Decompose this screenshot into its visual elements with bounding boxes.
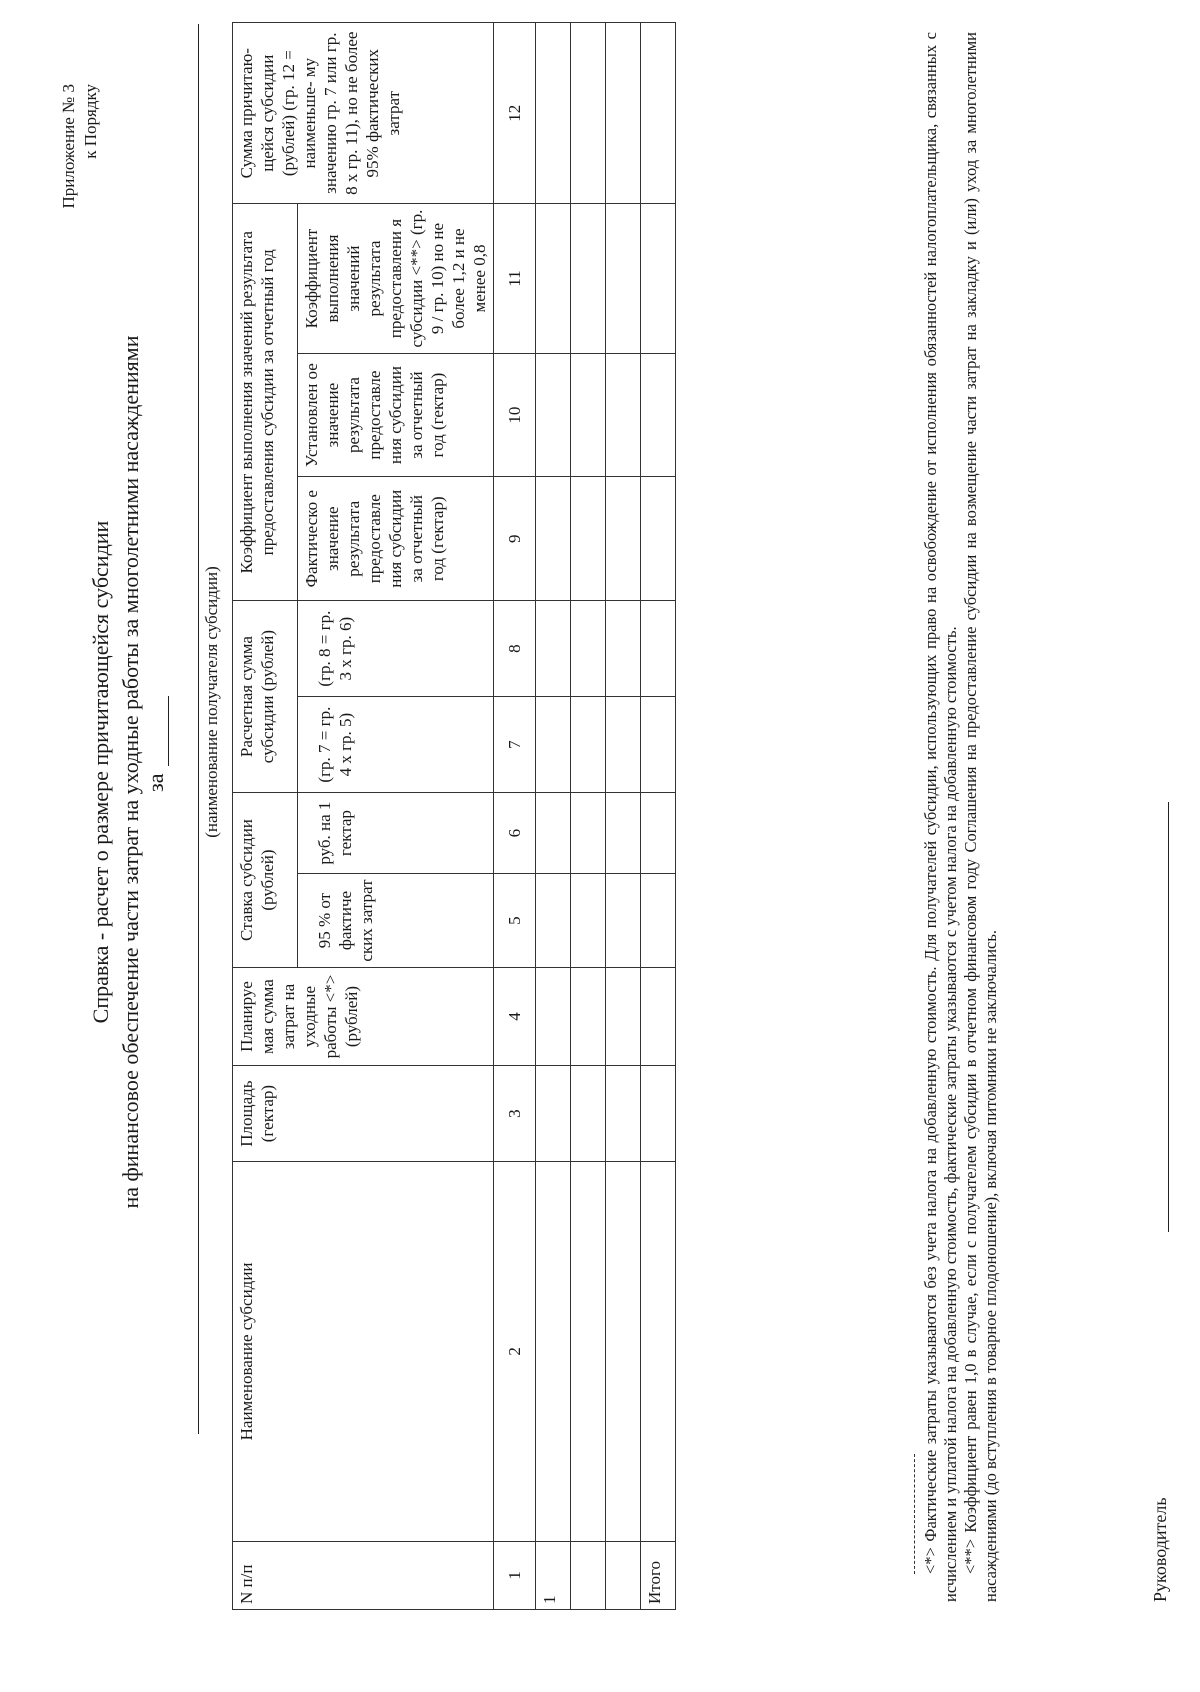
table-cell: [641, 1066, 676, 1162]
document-title: Справка - расчет о размере причитающейся субсидии: [88, 520, 113, 1024]
head-signature-label: Руководитель: [1150, 1497, 1170, 1602]
table-cell: [536, 601, 571, 697]
appendix-line-2: к Порядку: [81, 84, 100, 159]
table-cell: [606, 23, 641, 204]
header-rate-percent: 95 % от фактиче ских затрат: [298, 874, 494, 968]
table-cell: [606, 1162, 641, 1542]
recipient-blank-line: [198, 24, 199, 1434]
table-cell: [641, 353, 676, 477]
table-cell: [571, 1066, 606, 1162]
table-cell: [536, 204, 571, 353]
table-cell: [641, 967, 676, 1065]
table-cell: [536, 1162, 571, 1542]
header-rate-group: Ставка субсидии (рублей): [233, 793, 298, 968]
header-actual-value: Фактическо е значение результата предоставле ния субсидии за отчетный год (гектар): [298, 477, 494, 601]
table-row: [571, 23, 606, 1610]
table-cell: [606, 874, 641, 968]
subsidy-calculation-table: [232, 22, 676, 1610]
column-number-row: [494, 23, 536, 1610]
table-cell: [606, 1541, 641, 1609]
header-calc-col7: (гр. 7 = гр. 4 х гр. 5): [298, 697, 494, 793]
header-subsidy-name: Наименование субсидии: [233, 1162, 494, 1542]
header-calc-col8: (гр. 8 = гр. 3 х гр. 6): [298, 601, 494, 697]
footnotes: [908, 32, 1001, 1602]
col-number: 3: [494, 1066, 536, 1162]
table-cell: [641, 874, 676, 968]
period-label: за: [143, 773, 168, 792]
signature-line: [1168, 802, 1169, 1232]
table-row: [536, 23, 571, 1610]
table-cell: [536, 967, 571, 1065]
table-cell: [536, 1066, 571, 1162]
table-cell: [571, 793, 606, 874]
table-cell: [641, 204, 676, 353]
header-rate-per-hectare: руб. на 1 гектар: [298, 793, 494, 874]
table-cell: [536, 874, 571, 968]
table-cell: [571, 697, 606, 793]
col-number: 6: [494, 793, 536, 874]
total-row: [641, 23, 676, 1610]
table-cell: [606, 697, 641, 793]
col-number: 2: [494, 1162, 536, 1542]
table-cell: [536, 477, 571, 601]
table-cell: [641, 793, 676, 874]
table-cell: [606, 1066, 641, 1162]
header-n: N п/п: [233, 1541, 494, 1609]
table-cell: [606, 967, 641, 1065]
table-cell: [571, 477, 606, 601]
table-cell: [536, 353, 571, 477]
col-number: 7: [494, 697, 536, 793]
document-subtitle: на финансовое обеспечение части затрат на уходные работы за многолетними насаждениями: [118, 335, 143, 1209]
table-cell: [571, 601, 606, 697]
table-cell: [571, 1541, 606, 1609]
table-cell: [571, 353, 606, 477]
period-field: [143, 492, 169, 792]
table-cell: [641, 697, 676, 793]
footnote-separator: [908, 1454, 915, 1574]
table-cell: [571, 967, 606, 1065]
header-calc-group: Расчетная сумма субсидии (рублей): [233, 601, 298, 793]
col-number: 12: [494, 23, 536, 204]
appendix-label: [58, 84, 102, 214]
table-cell: [606, 793, 641, 874]
table-cell: [641, 1162, 676, 1542]
total-label: Итого: [641, 1541, 676, 1609]
col-number: 5: [494, 874, 536, 968]
footnote-2: <**> Коэффициент равен 1,0 в случае, если с получателем субсидии в отчетном финансовом году Соглашения на предоставление субсидии на возмещение части затрат на закладку и (или) уход за многолетними насаждениями (до вступления в товарное плодоношение), включая питомники не заключались.: [961, 32, 1000, 1602]
table-cell: [606, 601, 641, 697]
appendix-line-1: Приложение № 3: [59, 84, 78, 209]
table-header-row-1: [233, 23, 298, 1610]
header-due-sum: Сумма причитаю- щейся субсидии (рублей) (гр. 12 = наименьше- му значению гр. 7 или гр. 8 х гр. 11), но не более 95% фактических затрат: [233, 23, 494, 204]
col-number: 4: [494, 967, 536, 1065]
col-number: 10: [494, 353, 536, 477]
period-blank-line: [150, 696, 169, 766]
table-cell: [641, 23, 676, 204]
table-cell: [536, 697, 571, 793]
table-cell: [641, 477, 676, 601]
header-area: Площадь (гектар): [233, 1066, 494, 1162]
table-cell: [606, 353, 641, 477]
header-coefficient: Коэффициент выполнения значений результата предоставлени я субсидии <**> (гр. 9 / гр. 10) но не более 1,2 и не менее 0,8: [298, 204, 494, 353]
table-cell: [571, 23, 606, 204]
col-number: 9: [494, 477, 536, 601]
table-cell: [536, 23, 571, 204]
header-coef-group: Коэффициент выполнения значений результата предоставления субсидии за отчетный год: [233, 204, 298, 601]
header-set-value: Установлен ое значение результата предоставле ния субсидии за отчетный год (гектар): [298, 353, 494, 477]
col-number: 8: [494, 601, 536, 697]
table-cell: [606, 477, 641, 601]
table-cell: [536, 793, 571, 874]
col-number: 1: [494, 1541, 536, 1609]
table-cell: [606, 204, 641, 353]
table-cell: [571, 1162, 606, 1542]
table-row: [606, 23, 641, 1610]
header-planned-sum: Планируе мая сумма затрат на уходные работы <*> (рублей): [233, 967, 494, 1065]
col-number: 11: [494, 204, 536, 353]
recipient-caption: (наименование получателя субсидии): [202, 566, 221, 838]
table-cell: [571, 874, 606, 968]
row-number: 1: [536, 1541, 571, 1609]
table-cell: [641, 601, 676, 697]
table-cell: [571, 204, 606, 353]
footnote-1: <*> Фактические затраты указываются без учета налога на добавленную стоимость. Для получателей субсидии, использующих право на освобождение от исполнения обязанностей налогоплательщика, связанных с исчислением и уплатой налога на добавленную стоимость, фактические затраты указываются с учетом налога на добавленную стоимость.: [921, 32, 960, 1602]
